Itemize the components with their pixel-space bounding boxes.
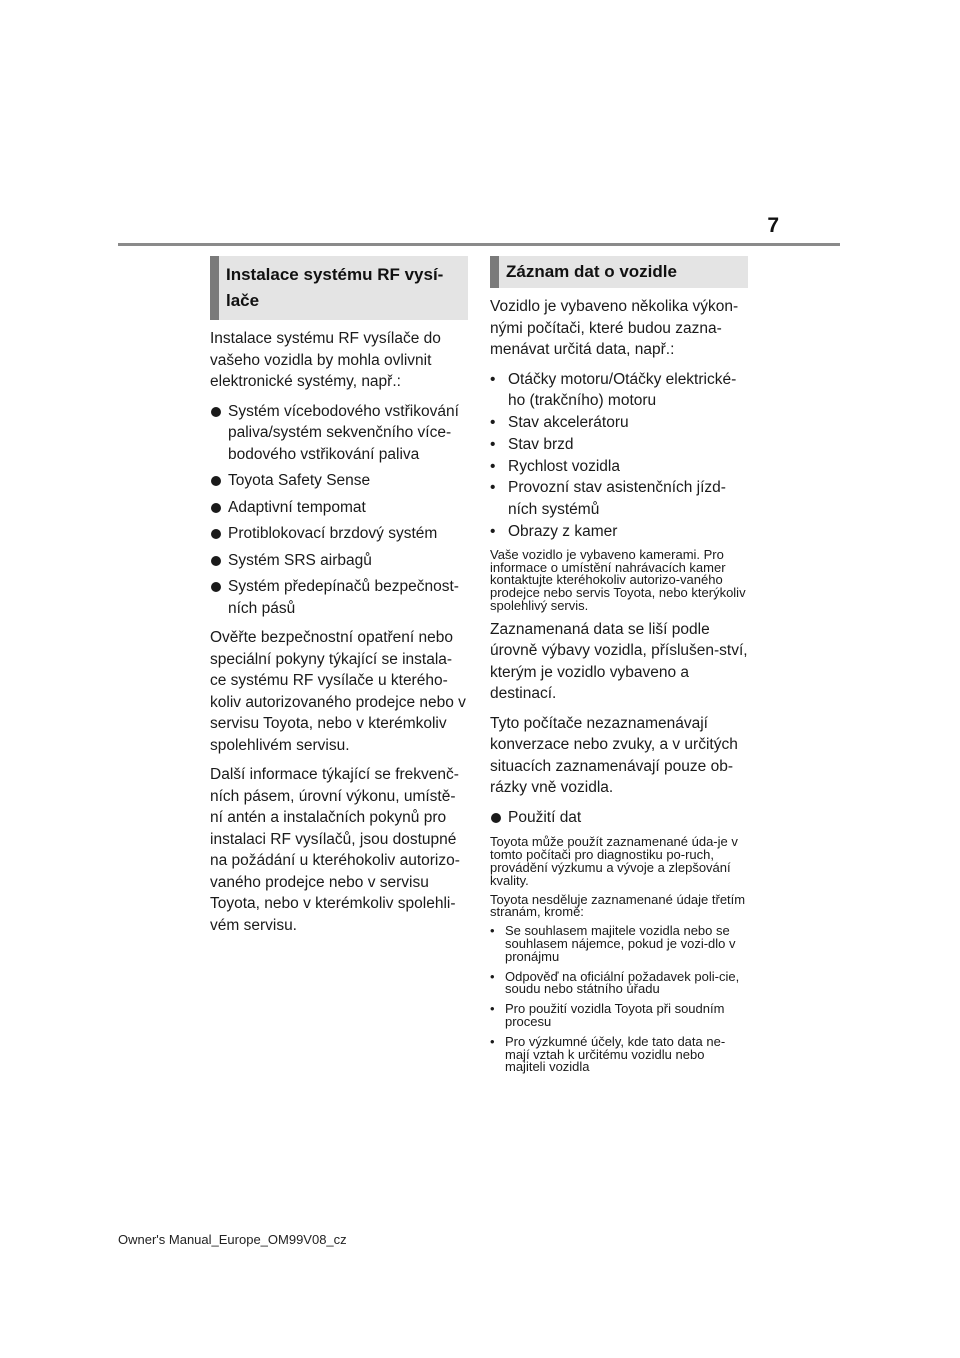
left-column (210, 256, 468, 944)
bullet-dot (211, 529, 221, 539)
list-item: • Odpověď na oficiální požadavek poli-cie, soudu nebo státního úřadu (490, 968, 740, 997)
section-heading-rf-transmitter: Instalace systému RF vysí- lače (210, 256, 468, 320)
bullet-dot (211, 407, 221, 417)
no-audio-paragraph: Tyto počítače nezaznamenávají konverzace nebo zvuky, a v určitých situacích zaznamenávají pouze ob-rázky vně vozidla. (490, 714, 738, 797)
bullet-dot (211, 476, 221, 486)
exceptions-list (490, 925, 748, 1074)
bullet-dot (211, 556, 221, 566)
list-item: • Provozní stav asistenčních jízd-ních systémů (490, 479, 726, 519)
section-heading-data-recording: Záznam dat o vozidle (490, 256, 748, 288)
bullet-dot (491, 813, 501, 823)
list-item: Toyota Safety Sense (210, 470, 468, 492)
usage-note: Toyota může použít zaznamenané úda-je v tomto počítači pro diagnostiku po-ruch, provádění výzkumu a vývoje a zlepšování kvality. (490, 834, 738, 888)
data-varies-paragraph: Zaznamenaná data se liší podle úrovně výbavy vozidla, příslušen-ství, kterým je vozidlo vybaveno a destinací. (490, 620, 748, 703)
list-item: Systém SRS airbagů (210, 550, 468, 572)
disclosure-note: Toyota nesděluje zaznamenané údaje třetím stranám, kromě: (490, 891, 746, 920)
page-number: 7 (767, 214, 779, 237)
list-item: Protiblokovací brzdový systém (210, 523, 468, 545)
recorded-data-list (490, 369, 748, 543)
list-item: • Pro výzkumné účely, kde tato data ne-mají vztah k určitému vozidlu nebo majiteli vozidla (490, 1033, 726, 1075)
list-item: • Obrazy z kamer (490, 523, 618, 541)
usage-list (490, 807, 748, 829)
right-column (490, 256, 748, 1081)
list-item: • Se souhlasem majitele vozidla nebo se souhlasem nájemce, pokud je vozi-dlo v pronájmu (490, 923, 736, 964)
rf-info-paragraph: Další informace týkající se frekvenč-ních pásem, úrovní výkonu, umístě-ní antén a instalačních pokynů pro instalaci RF vysílačů, jsou dostupné na požádání u kteréhokoliv autorizo-vaného prodejce nebo v servisu Toyota, nebo v kterémkoliv spolehli-vém servisu. (210, 766, 460, 934)
camera-note: Vaše vozidlo je vybaveno kamerami. Pro informace o umístění nahrávacích kamer kontaktujte kteréhokoliv autorizo-vaného prodejce nebo servis Toyota, nebo kterýkoliv spolehlivý servis. (490, 546, 746, 614)
bullet-dot (211, 503, 221, 513)
data-intro: Vozidlo je vybaveno několika výkon-nými počítači, které budou zazna-menávat určitá data, např.: (490, 298, 739, 358)
list-item: Systém vícebodového vstřikování paliva/systém sekvenčního více-bodového vstřikování paliva (210, 401, 468, 466)
rf-intro: Instalace systému RF vysílače do vašeho vozidla by mohla ovlivnit elektronické systémy, např.: (210, 330, 441, 390)
footer-document-id: Owner's Manual_Europe_OM99V08_cz (118, 1232, 347, 1247)
rf-safety-paragraph: Ověřte bezpečnostní opatření nebo speciální pokyny týkající se instala-ce systému RF vysílače u kterého-koliv autorizovaného prodejce nebo v servisu Toyota, nebo v kterémkoliv spolehlivém servisu. (210, 629, 466, 754)
list-item: Použití dat (490, 807, 748, 829)
list-item: • Rychlost vozidla (490, 457, 620, 475)
affected-systems-list (210, 401, 468, 620)
header-rule (118, 243, 840, 246)
list-item: • Stav akcelerátoru (490, 414, 629, 432)
list-item: Adaptivní tempomat (210, 497, 468, 519)
list-item: • Stav brzd (490, 435, 574, 453)
list-item: Systém předepínačů bezpečnost-ních pásů (210, 576, 468, 619)
bullet-dot (211, 582, 221, 592)
list-item: • Otáčky motoru/Otáčky elektrické-ho (trakčního) motoru (490, 370, 737, 410)
list-item: • Pro použití vozidla Toyota při soudním procesu (490, 1001, 725, 1029)
